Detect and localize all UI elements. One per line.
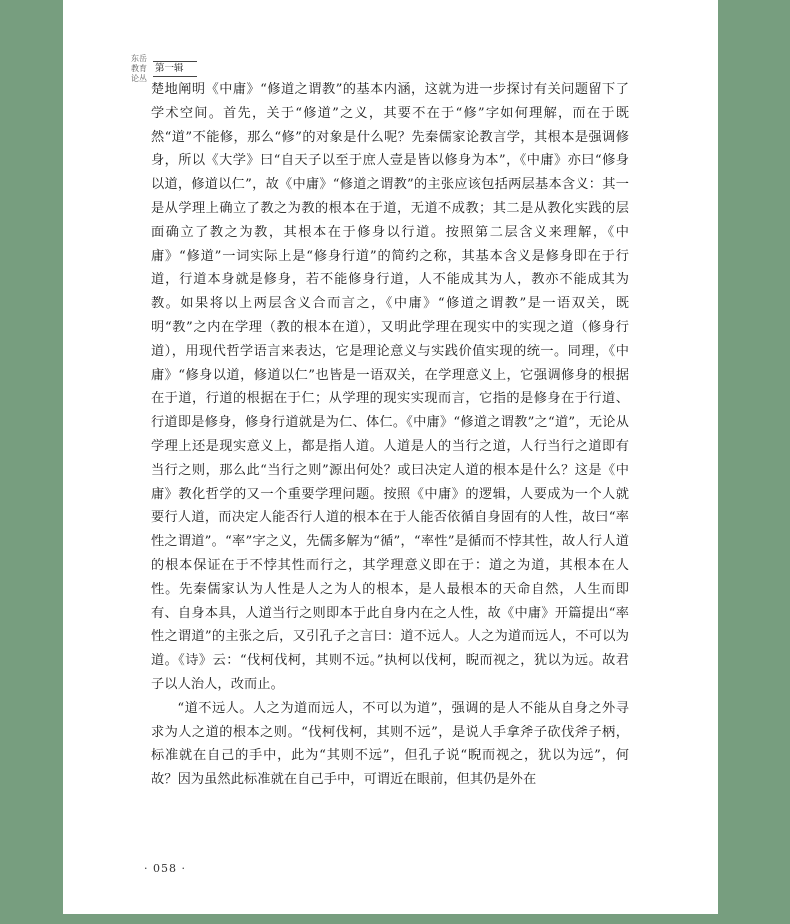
paragraph: “道不远人。人之为道而远人，不可以为道”，强调的是人不能从自身之外寻求为人之道的根本之则。“伐柯伐柯，其则不远”，是说人手拿斧子砍伐斧子柄，标准就在自己的手中，此为“其则不远”，但孔子说“睨而视之，犹以为远”，何故？因为虽然此标准就在自己手中，可谓近在眼前，但其仍是外在	[151, 700, 629, 788]
series-title-line: 教育	[131, 64, 147, 73]
main-text	[151, 78, 629, 792]
series-title	[129, 54, 149, 84]
background-band	[0, 914, 790, 924]
paragraph: 楚地阐明《中庸》“修道之谓教”的基本内涵，这就为进一步探讨有关问题留下了学术空间。首先，关于“修道”之义，其要不在于“修”字如何理解，而在于既然“道”不能修，那么“修”的对象是什么呢？先秦儒家论教言学，其根本是强调修身，所以《大学》曰“自天子以至于庶人壹是皆以修身为本”，《中庸》亦曰“修身以道，修道以仁”，故《中庸》“修道之谓教”的主张应该包括两层基本含义：其一是从学理上确立了教之为教的根本在于道，无道不成教；其二是从教化实践的层面确立了教之为教，其根本在于修身以行道。按照第二层含义来理解，《中庸》“修道”一词实际上是“修身行道”的简约之称，其基本含义是修身即在于行道，行道本身就是修身，若不能修身行道，人不能成其为人，教亦不能成其为教。如果将以上两层含义合而言之，《中庸》“修道之谓教”是一语双关，既明“教”之内在学理（教的根本在道），又明此学理在现实中的实现之道（修身行道），用现代哲学语言来表达，它是理论意义与实践价值实现的统一。同理，《中庸》“修身以道，修道以仁”也皆是一语双关，在学理意义上，它强调修身的根据在于道，行道的根据在于仁；从学理的现实实现而言，它指的是修身在于行道、行道即是修身，修身行道就是为仁、体仁。《中庸》“修道之谓教”之“道”，无论从学理上还是现实意义上，都是指人道。人道是人的当行之道，人行当行之道即有当行之则，那么此“当行之则”源出何处？或曰决定人道的根本是什么？这是《中庸》教化哲学的又一个重要学理问题。按照《中庸》的逻辑，人要成为一个人就要行人道，而决定人能否行人道的根本在于人能否依循自身固有的人性，故曰“率性之谓道”。“率”字之义，先儒多解为“循”，“率性”是循而不悖其性，故人行人道的根本保证在于不悖其性而行之，其学理意义即在于：道之为道，其根本在人性。先秦儒家认为人性是人之为人的根本，是人最根本的天命自然，人生而即有、自身本具，人道当行之则即本于此自身内在之人性，故《中庸》开篇提出“率性之谓道”的主张之后，又引孔子之言曰：道不远人。人之为道而远人，不可以为道。《诗》云：“伐柯伐柯，其则不远。”执柯以伐柯，睨而视之，犹以为远。故君子以人治人，改而止。	[151, 82, 629, 692]
volume-label: 第一辑	[153, 61, 197, 77]
series-title-line: 论丛	[131, 74, 147, 83]
page-number: · 058 ·	[144, 862, 186, 875]
book-page	[63, 0, 718, 914]
series-title-line: 东岳	[131, 54, 147, 63]
